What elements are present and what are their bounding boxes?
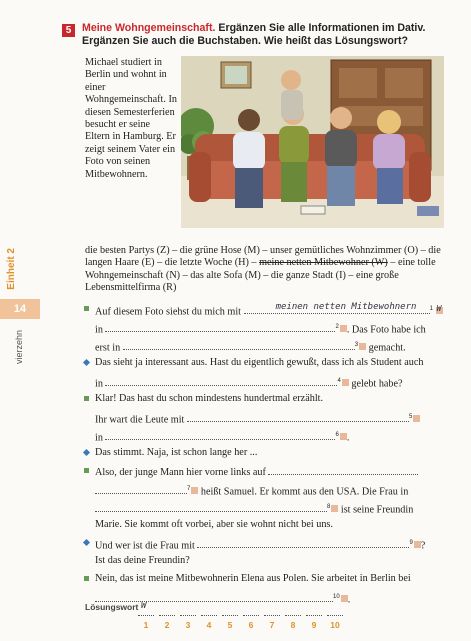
dialogue-line-4: Das sieht ja interessant aus. Hast du eigentlich gewußt, dass ich als Student auch <box>95 357 445 369</box>
letter-box-1[interactable]: W <box>436 307 443 314</box>
task-instruction: Ergänzen Sie alle Informationen im Dativ. Ergänzen Sie auch die Buchstaben. Wie heißt das Lösungswort? <box>82 22 426 48</box>
speaker-square-icon <box>84 576 89 581</box>
solution-label: Lösungswort <box>85 602 139 612</box>
answer-blank-4[interactable] <box>105 376 337 386</box>
solution-number: 6 <box>248 620 254 630</box>
page-number: 14 <box>0 299 40 319</box>
solution-slot-6[interactable] <box>243 606 259 616</box>
solution-number: 8 <box>290 620 296 630</box>
dialogue-line-6: Klar! Das hast du schon mindestens hundertmal erzählt. <box>95 393 445 405</box>
solution-number: 10 <box>330 620 340 630</box>
answer-blank-9[interactable] <box>197 538 409 548</box>
letter-box-7[interactable] <box>191 487 198 494</box>
dialogue-line-5: in $^4$ gelebt habe? <box>95 378 403 390</box>
word-bank <box>85 245 445 295</box>
speaker-diamond-icon <box>83 359 90 366</box>
dialogue-line-13: Marie. Sie kommt oft vorbei, aber sie wohnt nicht bei uns. <box>95 519 333 530</box>
answer-blank-10[interactable] <box>95 592 333 602</box>
answer-blank-1[interactable]: meinen netten Mitbewohnern <box>244 304 430 314</box>
word-bank-part2: – eine tolle Wohngemeinschaft (N) – das alte Sofa (M) – die ganze Stadt (I) – eine große Lebensmittelfirma (R) <box>85 257 436 294</box>
letter-box-2[interactable] <box>340 325 347 332</box>
unit-label: Einheit 2 <box>6 248 17 290</box>
answer-blank-7a[interactable] <box>268 465 418 475</box>
solution-number: 3 <box>185 620 191 630</box>
solution-slot-3[interactable] <box>180 606 196 616</box>
letter-box-8[interactable] <box>331 505 338 512</box>
dialogue-line-11: $^7$ heißt Samuel. Er kommt aus den USA. Die Frau in <box>95 483 445 498</box>
word-bank-part1: die besten Partys (Z) – die grüne Hose (M) – unser gemütliches Wohnzimmer (O) – die langen Haare (E) – die letzte Woche (H) – <box>85 245 441 269</box>
dialogue-line-10: Also, der junge Mann hier vorne links auf <box>95 465 445 479</box>
dialogue-line-16: Nein, das ist meine Mitbewohnerin Elena aus Polen. Sie arbeitet in Berlin bei <box>95 573 445 585</box>
task-title: Meine Wohngemeinschaft. <box>82 22 216 34</box>
letter-box-4[interactable] <box>342 379 349 386</box>
letter-box-5[interactable] <box>413 415 420 422</box>
answer-blank-7[interactable] <box>95 484 187 494</box>
dialogue-line-2: in $^2$ . Das Foto habe ich <box>95 324 426 336</box>
solution-slots <box>138 601 378 616</box>
page-margin <box>0 0 40 641</box>
intro-text: Michael studiert in Berlin und wohnt in einer Wohngemeinschaft. In diesen Semesterferien besucht er seine Eltern in Hamburg. Er zeigt seinem Vater ein Foto von seinen Mitbewohnern. <box>85 57 177 180</box>
letter-box-10[interactable] <box>341 595 348 602</box>
solution-number: 9 <box>311 620 317 630</box>
letter-box-3[interactable] <box>359 343 366 350</box>
speaker-square-icon <box>84 396 89 401</box>
solution-slot-2[interactable] <box>159 606 175 616</box>
answer-blank-3[interactable] <box>123 340 355 350</box>
dialogue-line-3: erst in $^3$ gemacht. <box>95 342 406 354</box>
dialogue-line-15: Ist das deine Freundin? <box>95 555 190 566</box>
dialogue-line-12: $^8$ ist seine Freundin <box>95 501 445 516</box>
word-bank-example: meine netten Mitbewohner (W) <box>259 257 388 269</box>
answer-blank-2[interactable] <box>105 322 335 332</box>
solution-number: 4 <box>206 620 212 630</box>
solution-slot-9[interactable] <box>306 606 322 616</box>
speaker-square-icon <box>84 468 89 473</box>
dialogue-line-17: $^{10}$ . <box>95 591 445 606</box>
letter-box-9[interactable] <box>414 541 421 548</box>
dialogue-line-9: Das stimmt. Naja, ist schon lange her ... <box>95 447 445 459</box>
solution-number: 1 <box>143 620 149 630</box>
solution-number: 2 <box>164 620 170 630</box>
solution-slot-7[interactable] <box>264 606 280 616</box>
dialogue-line-8: in $^6$ . <box>95 432 350 444</box>
solution-numbers <box>138 620 378 632</box>
speaker-diamond-icon <box>83 449 90 456</box>
solution-slot-5[interactable] <box>222 606 238 616</box>
letter-box-6[interactable] <box>340 433 347 440</box>
answer-blank-6[interactable] <box>105 430 335 440</box>
dialogue-line-1: Auf diesem Foto siehst du mich mit meinen netten Mitbewohnern $^1$ W <box>95 303 445 318</box>
solution-slot-4[interactable] <box>201 606 217 616</box>
answer-blank-8[interactable] <box>95 502 327 512</box>
solution-number: 7 <box>269 620 275 630</box>
solution-slot-10[interactable] <box>327 606 343 616</box>
dialogue-line-7: Ihr wart die Leute mit $^5$ <box>95 411 445 426</box>
page-word: vierzehn <box>14 330 24 365</box>
speaker-square-icon <box>84 306 89 311</box>
answer-blank-5[interactable] <box>187 412 409 422</box>
solution-slot-1[interactable]: W <box>138 606 154 616</box>
roommates-illustration <box>181 56 444 228</box>
task-heading <box>82 22 452 49</box>
dialogue-line-14: Und wer ist die Frau mit $^9$ ? <box>95 537 445 552</box>
solution-number: 5 <box>227 620 233 630</box>
task-number: 5 <box>62 24 75 37</box>
speaker-diamond-icon <box>83 539 90 546</box>
solution-slot-8[interactable] <box>285 606 301 616</box>
